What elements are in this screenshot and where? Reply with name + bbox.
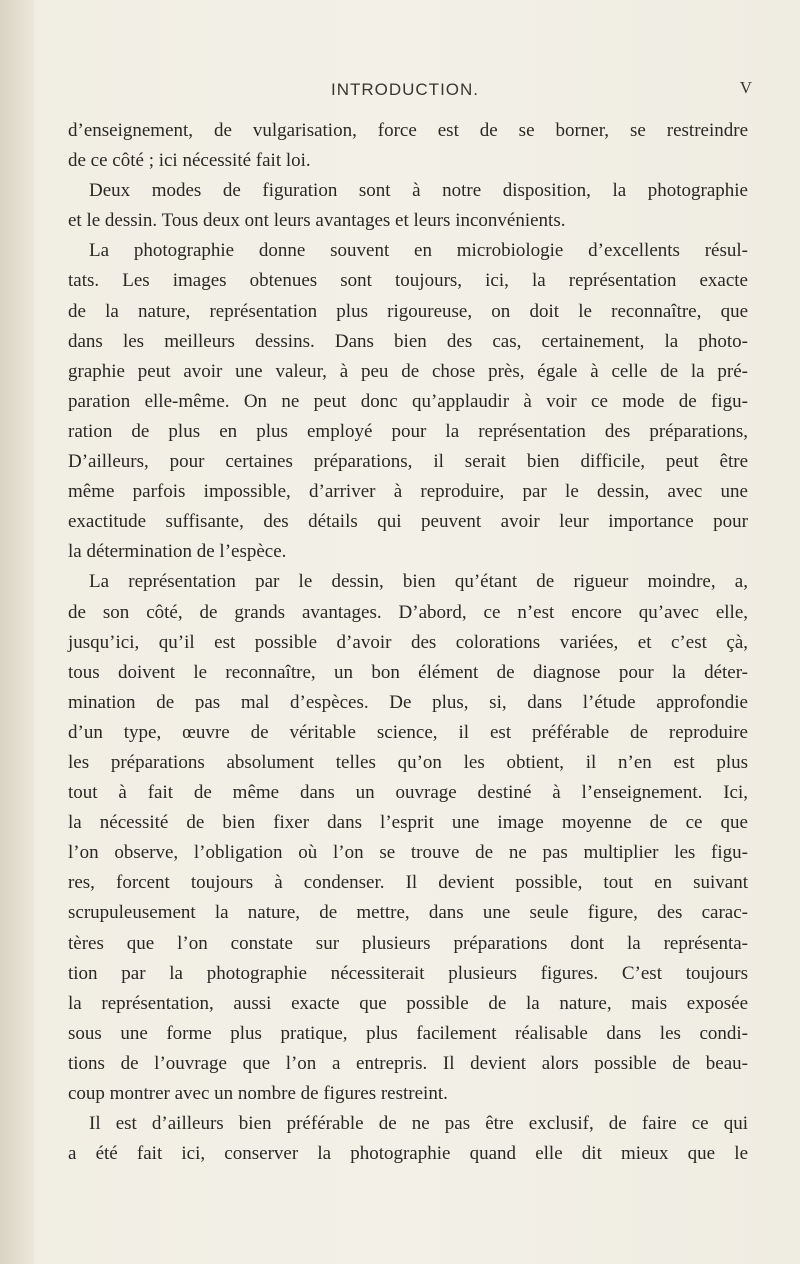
text-line: de son côté, de grands avantages. D’abord, ce n’est encore qu’avec elle, <box>68 601 748 623</box>
text-line: l’on observe, l’obligation où l’on se trouve de ne pas multiplier les figu- <box>68 842 748 864</box>
text-line: coup montrer avec un nombre de figures restreint. <box>68 1083 448 1104</box>
text-line: tion par la photographie nécessiterait plusieurs figures. C’est toujours <box>68 962 748 984</box>
text-line: les préparations absolument telles qu’on les obtient, il n’en est plus <box>68 751 748 773</box>
text-line: la détermination de l’espèce. <box>68 541 287 563</box>
text-line: tous doivent le reconnaître, un bon élément de diagnose pour la déter- <box>68 661 748 683</box>
text-line: jusqu’ici, qu’il est possible d’avoir des colorations variées, et c’est çà, <box>68 631 748 653</box>
text-line: graphie peut avoir une valeur, à peu de chose près, égale à celle de la pré- <box>68 360 748 382</box>
text-line: scrupuleusement la nature, de mettre, dans une seule figure, des carac- <box>68 902 748 924</box>
text-line: a été fait ici, conserver la photographie quand elle dit mieux que le <box>68 1143 748 1165</box>
text-line: de la nature, représentation plus rigoureuse, on doit le reconnaître, que <box>68 300 748 322</box>
text-line: Il est d’ailleurs bien préférable de ne pas être exclusif, de faire ce qui <box>89 1113 748 1135</box>
text-line: tères que l’on constate sur plusieurs préparations dont la représenta- <box>68 932 748 954</box>
text-line: sous une forme plus pratique, plus facilement réalisable dans les condi- <box>68 1022 748 1044</box>
text-line: dans les meilleurs dessins. Dans bien des cas, certainement, la photo- <box>68 330 748 352</box>
text-line: tions de l’ouvrage que l’on a entrepris. Il devient alors possible de beau- <box>68 1052 748 1074</box>
page-binding-edge <box>0 0 34 1264</box>
text-line: tats. Les images obtenues sont toujours, ici, la représentation exacte <box>68 270 748 292</box>
text-line: d’un type, œuvre de véritable science, il est préférable de reproduire <box>68 721 748 743</box>
page-header <box>60 80 750 110</box>
page-number: V <box>739 78 752 97</box>
text-line: ration de plus en plus employé pour la représentation des préparations, <box>68 420 748 442</box>
text-line: d’enseignement, de vulgarisation, force est de se borner, se restreindre <box>68 120 748 141</box>
running-title: INTRODUCTION. <box>330 80 480 99</box>
text-line: la représentation, aussi exacte que possible de la nature, mais exposée <box>68 992 748 1014</box>
text-line: la nécessité de bien fixer dans l’esprit une image moyenne de ce que <box>68 812 748 834</box>
text-line: même parfois impossible, d’arriver à reproduire, par le dessin, avec une <box>68 481 748 503</box>
text-line: Deux modes de figuration sont à notre disposition, la photographie <box>89 180 748 202</box>
text-line: La représentation par le dessin, bien qu’étant de rigueur moindre, a, <box>89 571 748 593</box>
text-line: de ce côté ; ici nécessité fait loi. <box>68 150 311 172</box>
text-line: res, forcent toujours à condenser. Il devient possible, tout en suivant <box>68 872 748 894</box>
text-line: paration elle-même. On ne peut donc qu’applaudir à voir ce mode de figu- <box>68 390 748 412</box>
text-line: exactitude suffisante, des détails qui peuvent avoir leur importance pour <box>68 511 748 533</box>
text-line: et le dessin. Tous deux ont leurs avantages et leurs inconvénients. <box>68 210 566 232</box>
text-line: D’ailleurs, pour certaines préparations, il serait bien difficile, peut être <box>68 451 748 473</box>
text-line: tout à fait de même dans un ouvrage destiné à l’enseignement. Ici, <box>68 782 748 804</box>
text-line: La photographie donne souvent en microbiologie d’excellents résul- <box>89 240 748 262</box>
body-text <box>68 116 748 1169</box>
text-line: mination de pas mal d’espèces. De plus, si, dans l’étude approfondie <box>68 691 748 713</box>
